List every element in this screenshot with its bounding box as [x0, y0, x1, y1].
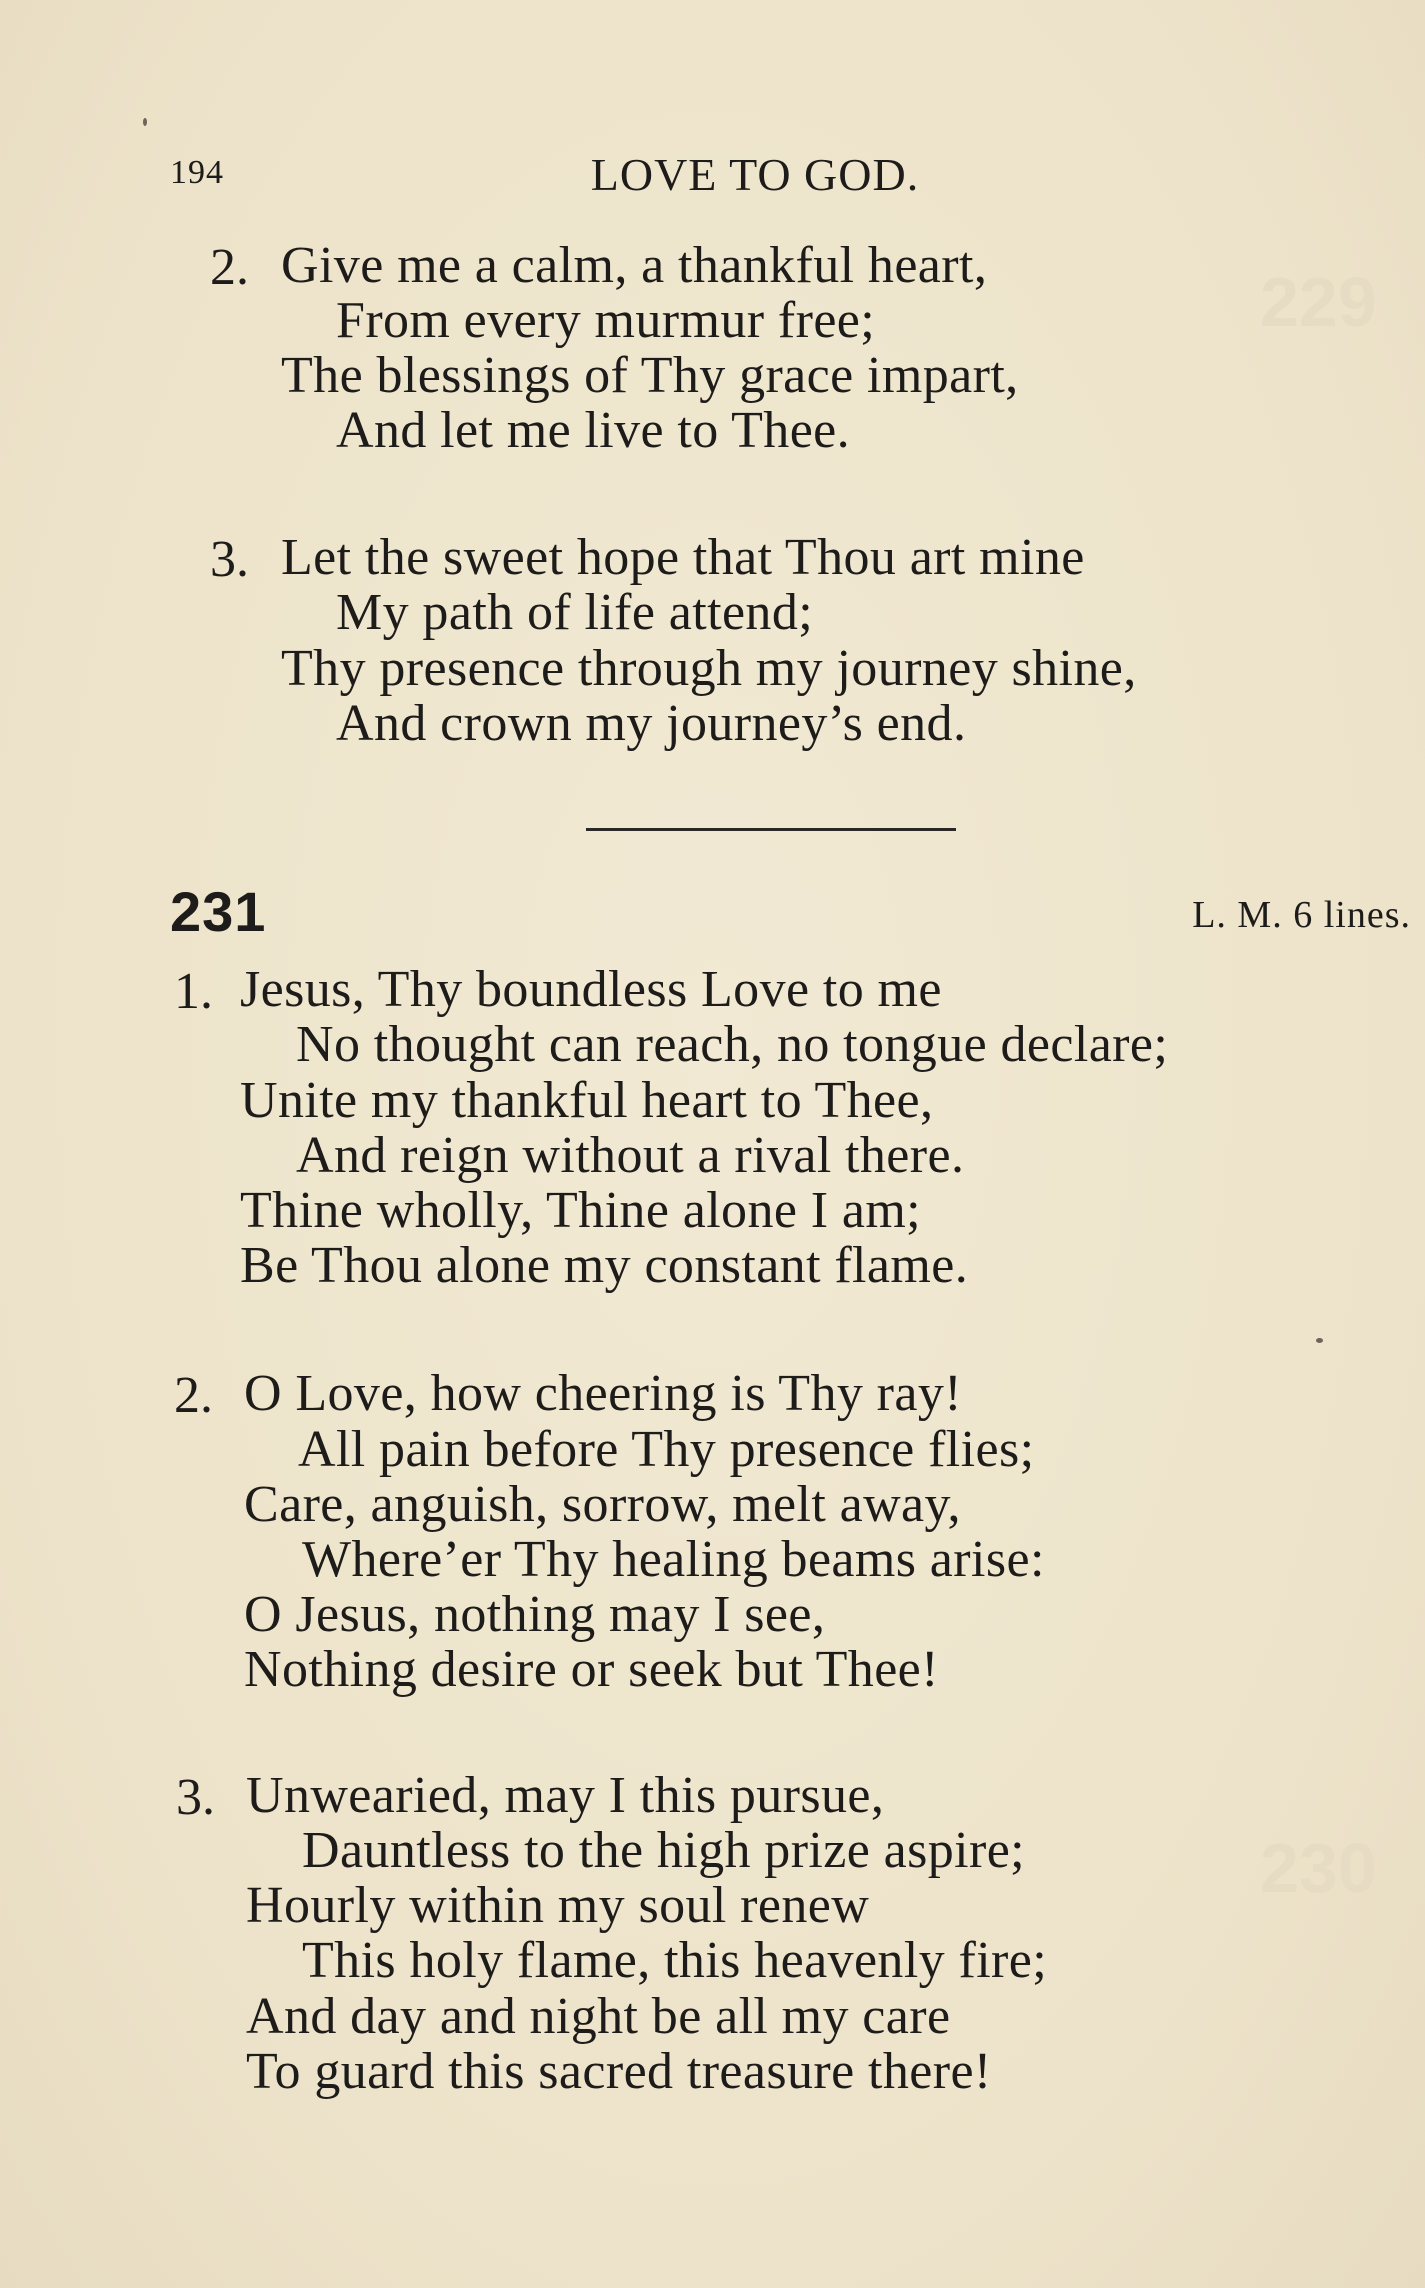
stanza-line: And let me live to Thee.	[336, 402, 851, 459]
stanza-line: Let the sweet hope that Thou art mine	[281, 529, 1085, 586]
stanza-number: 2.	[174, 1367, 213, 1424]
paper-speck	[143, 118, 147, 126]
stanza-line: Nothing desire or seek but Thee!	[244, 1641, 939, 1698]
stanza-line: Be Thou alone my constant flame.	[240, 1237, 969, 1294]
section-divider	[586, 828, 956, 831]
running-title: LOVE TO GOD.	[590, 149, 920, 200]
stanza-line: Hourly within my soul renew	[246, 1877, 870, 1934]
hymn-meter: L. M. 6 lines.	[1192, 894, 1411, 936]
stanza-line: To guard this sacred treasure there!	[246, 2043, 992, 2100]
stanza-line: The blessings of Thy grace impart,	[281, 347, 1019, 404]
stanza-line: O Love, how cheering is Thy ray!	[244, 1365, 962, 1422]
stanza-line: Dauntless to the high prize aspire;	[302, 1822, 1026, 1879]
page-number: 194	[170, 154, 224, 191]
stanza-line: And day and night be all my care	[246, 1988, 951, 2045]
stanza-line: From every murmur free;	[336, 292, 876, 349]
stanza-line: No thought can reach, no tongue declare;	[296, 1016, 1169, 1073]
paper-speck	[1316, 1338, 1323, 1343]
stanza-line: Care, anguish, sorrow, melt away,	[244, 1476, 961, 1533]
stanza-line: This holy flame, this heavenly fire;	[302, 1932, 1048, 1989]
stanza-line: Where’er Thy healing beams arise:	[302, 1531, 1045, 1588]
stanza-line: Jesus, Thy boundless Love to me	[240, 961, 942, 1018]
stanza-number: 3.	[210, 531, 249, 588]
stanza-line: Unwearied, may I this pursue,	[246, 1767, 885, 1824]
stanza-number: 2.	[210, 239, 249, 296]
stanza-line: Thy presence through my journey shine,	[281, 640, 1137, 697]
hymn-number: 231	[170, 880, 267, 943]
stanza-line: And crown my journey’s end.	[336, 695, 967, 752]
stanza-number: 3.	[176, 1769, 215, 1826]
stanza-line: And reign without a rival there.	[296, 1127, 965, 1184]
stanza-line: Unite my thankful heart to Thee,	[240, 1072, 934, 1129]
stanza-line: Give me a calm, a thankful heart,	[281, 237, 988, 294]
bleed-through-mark: 229	[1260, 263, 1377, 341]
stanza-line: Thine wholly, Thine alone I am;	[240, 1182, 922, 1239]
page-header	[170, 148, 1300, 204]
stanza-line: My path of life attend;	[336, 584, 814, 641]
stanza-line: O Jesus, nothing may I see,	[244, 1586, 826, 1643]
stanza-line: All pain before Thy presence flies;	[298, 1421, 1035, 1478]
stanza-number: 1.	[174, 963, 213, 1020]
bleed-through-mark: 230	[1260, 1829, 1377, 1907]
